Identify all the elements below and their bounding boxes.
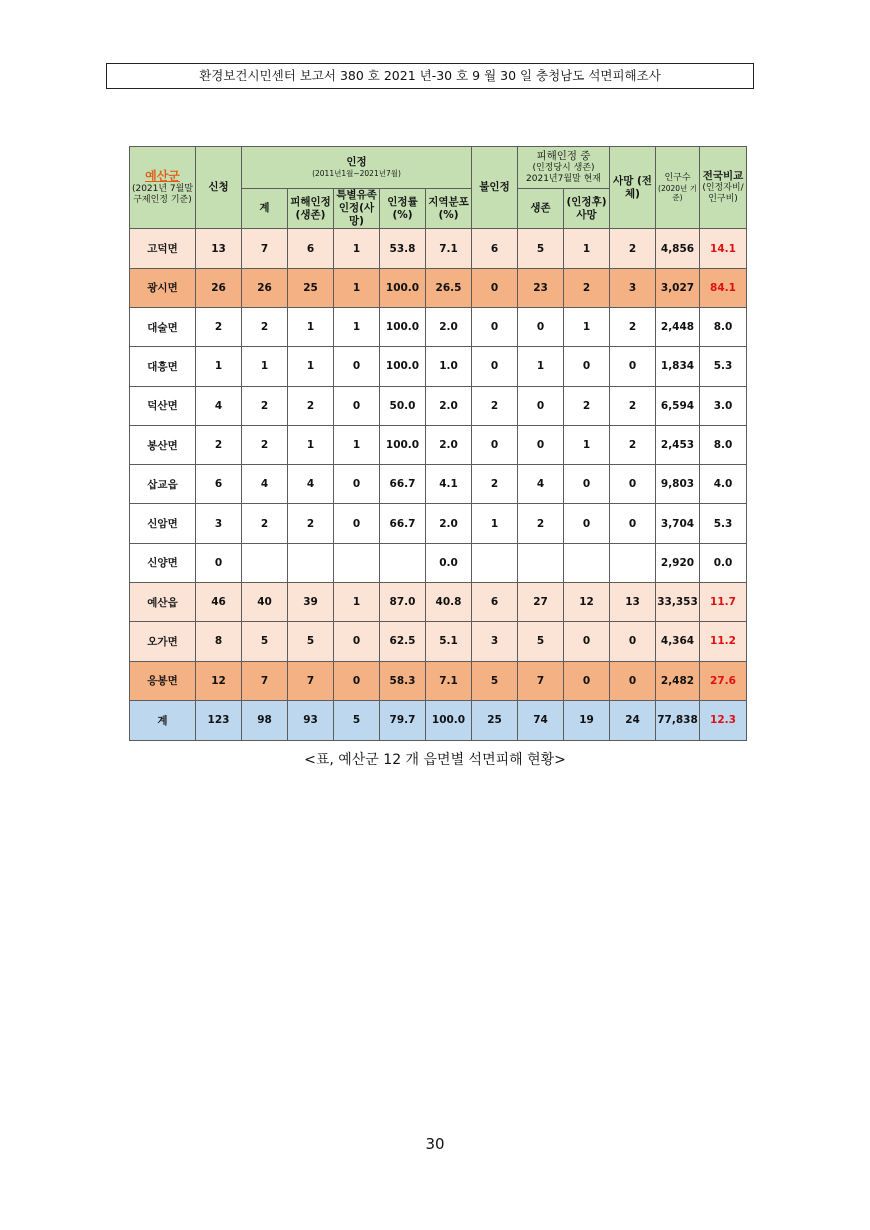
- cell-rejected: 5: [472, 661, 518, 700]
- total-total: 98: [242, 700, 288, 740]
- cell-dead: 0: [610, 347, 656, 386]
- cell-rejected: 0: [472, 347, 518, 386]
- table-row: [130, 386, 747, 425]
- cell-name: 신양면: [130, 543, 196, 582]
- cell-special: 1: [334, 425, 380, 464]
- cell-population: 3,027: [656, 268, 700, 307]
- cell-after-dead: 0: [564, 661, 610, 700]
- cell-dist: 2.0: [426, 307, 472, 346]
- cell-special: 0: [334, 504, 380, 543]
- cell-total: 2: [242, 425, 288, 464]
- cell-alive: 5: [518, 229, 564, 268]
- total-population: 77,838: [656, 700, 700, 740]
- cell-special: 0: [334, 347, 380, 386]
- header-national: [700, 147, 747, 229]
- cell-apply: 26: [196, 268, 242, 307]
- cell-dead: 3: [610, 268, 656, 307]
- cell-rate: [380, 543, 426, 582]
- cell-dead: 2: [610, 307, 656, 346]
- cell-name: 예산읍: [130, 583, 196, 622]
- cell-after-dead: 0: [564, 504, 610, 543]
- cell-victim: 1: [288, 347, 334, 386]
- cell-dead: 0: [610, 661, 656, 700]
- cell-rate: 53.8: [380, 229, 426, 268]
- cell-apply: 3: [196, 504, 242, 543]
- cell-alive: 0: [518, 425, 564, 464]
- cell-rejected: 2: [472, 386, 518, 425]
- approved-period: (2011년1월~2021년7월): [312, 169, 401, 179]
- cell-dist: 1.0: [426, 347, 472, 386]
- cell-dist: 40.8: [426, 583, 472, 622]
- cell-rejected: 6: [472, 229, 518, 268]
- cell-name: 덕산면: [130, 386, 196, 425]
- table-caption: <표, 예산군 12 개 읍면별 석면피해 현황>: [304, 752, 566, 768]
- cell-total: 1: [242, 347, 288, 386]
- among-label: 피해인정 중: [536, 149, 591, 162]
- cell-total: 2: [242, 504, 288, 543]
- cell-apply: 4: [196, 386, 242, 425]
- cell-name: 광시면: [130, 268, 196, 307]
- cell-apply: 6: [196, 465, 242, 504]
- cell-special: 1: [334, 229, 380, 268]
- cell-rejected: 1: [472, 504, 518, 543]
- cell-alive: 27: [518, 583, 564, 622]
- header-rejected: [472, 147, 518, 229]
- cell-dead: [610, 543, 656, 582]
- rejected-label: 불인정: [479, 181, 510, 194]
- cell-national: 8.0: [700, 307, 747, 346]
- report-header: 환경보건시민센터 보고서 380 호 2021 년-30 호 9 월 30 일 충청남도 석면피해조사: [106, 63, 754, 89]
- region-title: 예산군: [145, 168, 180, 183]
- dead-label: 사망 (전체): [613, 174, 652, 200]
- cell-after-dead: 1: [564, 229, 610, 268]
- cell-total: 40: [242, 583, 288, 622]
- among-sub1: (인정당시 생존): [532, 162, 595, 173]
- cell-alive: 0: [518, 386, 564, 425]
- cell-dist: 2.0: [426, 425, 472, 464]
- table-row: [130, 661, 747, 700]
- among-sub2: 2021년7월말 현재: [526, 174, 601, 185]
- table-row: [130, 229, 747, 268]
- table-total-row: [130, 700, 747, 740]
- cell-rate: 87.0: [380, 583, 426, 622]
- cell-national: 4.0: [700, 465, 747, 504]
- cell-victim: 1: [288, 307, 334, 346]
- cell-population: 6,594: [656, 386, 700, 425]
- cell-rate: 50.0: [380, 386, 426, 425]
- total-after-dead: 19: [564, 700, 610, 740]
- cell-alive: 0: [518, 307, 564, 346]
- cell-rejected: 6: [472, 583, 518, 622]
- cell-dist: 26.5: [426, 268, 472, 307]
- table-header-row-1: [130, 147, 747, 189]
- header-approved-rate: 인정률(%): [380, 189, 426, 229]
- cell-national: 3.0: [700, 386, 747, 425]
- cell-alive: 1: [518, 347, 564, 386]
- header-population: [656, 147, 700, 229]
- cell-population: 2,453: [656, 425, 700, 464]
- cell-alive: 5: [518, 622, 564, 661]
- cell-after-dead: 1: [564, 425, 610, 464]
- header-region: [130, 147, 196, 229]
- cell-population: 2,482: [656, 661, 700, 700]
- cell-population: 1,834: [656, 347, 700, 386]
- cell-special: 0: [334, 465, 380, 504]
- cell-national: 84.1: [700, 268, 747, 307]
- national-sub: (인정자비/ 인구비): [702, 183, 744, 205]
- cell-dead: 2: [610, 425, 656, 464]
- cell-victim: 39: [288, 583, 334, 622]
- cell-name: 고덕면: [130, 229, 196, 268]
- table-row: [130, 307, 747, 346]
- header-approved-special: 특별유족 인정(사망): [334, 189, 380, 229]
- cell-after-dead: [564, 543, 610, 582]
- header-alive: 생존: [518, 189, 564, 229]
- cell-rate: 58.3: [380, 661, 426, 700]
- cell-dist: 2.0: [426, 386, 472, 425]
- cell-rejected: 2: [472, 465, 518, 504]
- header-approved-victim: 피해인정 (생존): [288, 189, 334, 229]
- cell-apply: 13: [196, 229, 242, 268]
- cell-national: 11.2: [700, 622, 747, 661]
- cell-total: 7: [242, 229, 288, 268]
- cell-population: 3,704: [656, 504, 700, 543]
- cell-dead: 2: [610, 229, 656, 268]
- cell-alive: 7: [518, 661, 564, 700]
- cell-rate: 100.0: [380, 425, 426, 464]
- population-label: 인구수: [664, 172, 691, 183]
- cell-total: 4: [242, 465, 288, 504]
- cell-after-dead: 2: [564, 268, 610, 307]
- cell-special: 1: [334, 307, 380, 346]
- cell-rate: 62.5: [380, 622, 426, 661]
- header-approved-dist: 지역분포 (%): [426, 189, 472, 229]
- table-row: [130, 543, 747, 582]
- cell-victim: 1: [288, 425, 334, 464]
- cell-dist: 7.1: [426, 229, 472, 268]
- cell-rate: 66.7: [380, 465, 426, 504]
- cell-apply: 12: [196, 661, 242, 700]
- cell-rejected: 0: [472, 268, 518, 307]
- cell-apply: 8: [196, 622, 242, 661]
- table-row: [130, 583, 747, 622]
- cell-dist: 0.0: [426, 543, 472, 582]
- cell-victim: 25: [288, 268, 334, 307]
- cell-rejected: [472, 543, 518, 582]
- region-subtitle: (2021년 7월말 구제인정 기준): [131, 183, 194, 206]
- asbestos-damage-table: [129, 146, 747, 741]
- total-dist: 100.0: [426, 700, 472, 740]
- cell-population: 9,803: [656, 465, 700, 504]
- cell-population: 4,856: [656, 229, 700, 268]
- cell-victim: 4: [288, 465, 334, 504]
- cell-name: 대흥면: [130, 347, 196, 386]
- cell-total: 5: [242, 622, 288, 661]
- cell-special: 0: [334, 622, 380, 661]
- table-row: [130, 347, 747, 386]
- cell-national: 0.0: [700, 543, 747, 582]
- cell-alive: 23: [518, 268, 564, 307]
- approved-label: 인정: [346, 156, 367, 169]
- total-rejected: 25: [472, 700, 518, 740]
- total-special: 5: [334, 700, 380, 740]
- table-row: [130, 425, 747, 464]
- cell-dead: 13: [610, 583, 656, 622]
- cell-rate: 66.7: [380, 504, 426, 543]
- header-dead: [610, 147, 656, 229]
- total-name: 계: [130, 700, 196, 740]
- cell-apply: 46: [196, 583, 242, 622]
- cell-alive: 2: [518, 504, 564, 543]
- table-row: [130, 504, 747, 543]
- cell-total: 2: [242, 386, 288, 425]
- cell-special: 1: [334, 268, 380, 307]
- cell-after-dead: 2: [564, 386, 610, 425]
- cell-special: [334, 543, 380, 582]
- cell-name: 응봉면: [130, 661, 196, 700]
- cell-special: 0: [334, 661, 380, 700]
- total-apply: 123: [196, 700, 242, 740]
- total-dead: 24: [610, 700, 656, 740]
- cell-special: 1: [334, 583, 380, 622]
- cell-victim: [288, 543, 334, 582]
- cell-after-dead: 0: [564, 622, 610, 661]
- total-rate: 79.7: [380, 700, 426, 740]
- cell-dist: 7.1: [426, 661, 472, 700]
- total-victim: 93: [288, 700, 334, 740]
- cell-victim: 5: [288, 622, 334, 661]
- cell-rate: 100.0: [380, 268, 426, 307]
- cell-population: 33,353: [656, 583, 700, 622]
- cell-total: 2: [242, 307, 288, 346]
- cell-name: 오가면: [130, 622, 196, 661]
- apply-label: 신청: [208, 181, 229, 194]
- cell-dist: 2.0: [426, 504, 472, 543]
- cell-national: 5.3: [700, 347, 747, 386]
- cell-apply: 1: [196, 347, 242, 386]
- cell-national: 11.7: [700, 583, 747, 622]
- cell-alive: 4: [518, 465, 564, 504]
- cell-special: 0: [334, 386, 380, 425]
- cell-name: 신암면: [130, 504, 196, 543]
- cell-total: 7: [242, 661, 288, 700]
- cell-population: 4,364: [656, 622, 700, 661]
- cell-apply: 2: [196, 307, 242, 346]
- cell-rate: 100.0: [380, 347, 426, 386]
- cell-dist: 4.1: [426, 465, 472, 504]
- header-among: [518, 147, 610, 189]
- cell-name: 봉산면: [130, 425, 196, 464]
- table-row: [130, 465, 747, 504]
- cell-total: [242, 543, 288, 582]
- cell-after-dead: 0: [564, 465, 610, 504]
- cell-after-dead: 1: [564, 307, 610, 346]
- cell-rate: 100.0: [380, 307, 426, 346]
- cell-population: 2,920: [656, 543, 700, 582]
- cell-national: 5.3: [700, 504, 747, 543]
- cell-dist: 5.1: [426, 622, 472, 661]
- cell-after-dead: 12: [564, 583, 610, 622]
- table-row: [130, 268, 747, 307]
- cell-dead: 0: [610, 504, 656, 543]
- total-national: 12.3: [700, 700, 747, 740]
- header-approved: [242, 147, 472, 189]
- cell-name: 대술면: [130, 307, 196, 346]
- cell-national: 8.0: [700, 425, 747, 464]
- cell-dead: 0: [610, 465, 656, 504]
- header-apply: [196, 147, 242, 229]
- cell-after-dead: 0: [564, 347, 610, 386]
- cell-victim: 7: [288, 661, 334, 700]
- population-sub: (2020년 기준): [658, 183, 697, 203]
- cell-rejected: 0: [472, 425, 518, 464]
- national-label: 전국비교: [702, 169, 744, 182]
- cell-dead: 2: [610, 386, 656, 425]
- cell-victim: 2: [288, 386, 334, 425]
- cell-victim: 6: [288, 229, 334, 268]
- total-alive: 74: [518, 700, 564, 740]
- table-row: [130, 622, 747, 661]
- cell-victim: 2: [288, 504, 334, 543]
- cell-apply: 2: [196, 425, 242, 464]
- cell-rejected: 3: [472, 622, 518, 661]
- header-approved-total: 계: [242, 189, 288, 229]
- cell-dead: 0: [610, 622, 656, 661]
- cell-population: 2,448: [656, 307, 700, 346]
- cell-rejected: 0: [472, 307, 518, 346]
- header-after-dead: (인정후) 사망: [564, 189, 610, 229]
- cell-national: 14.1: [700, 229, 747, 268]
- page-number: 30: [425, 1135, 445, 1153]
- cell-total: 26: [242, 268, 288, 307]
- cell-apply: 0: [196, 543, 242, 582]
- cell-alive: [518, 543, 564, 582]
- cell-national: 27.6: [700, 661, 747, 700]
- cell-name: 삽교읍: [130, 465, 196, 504]
